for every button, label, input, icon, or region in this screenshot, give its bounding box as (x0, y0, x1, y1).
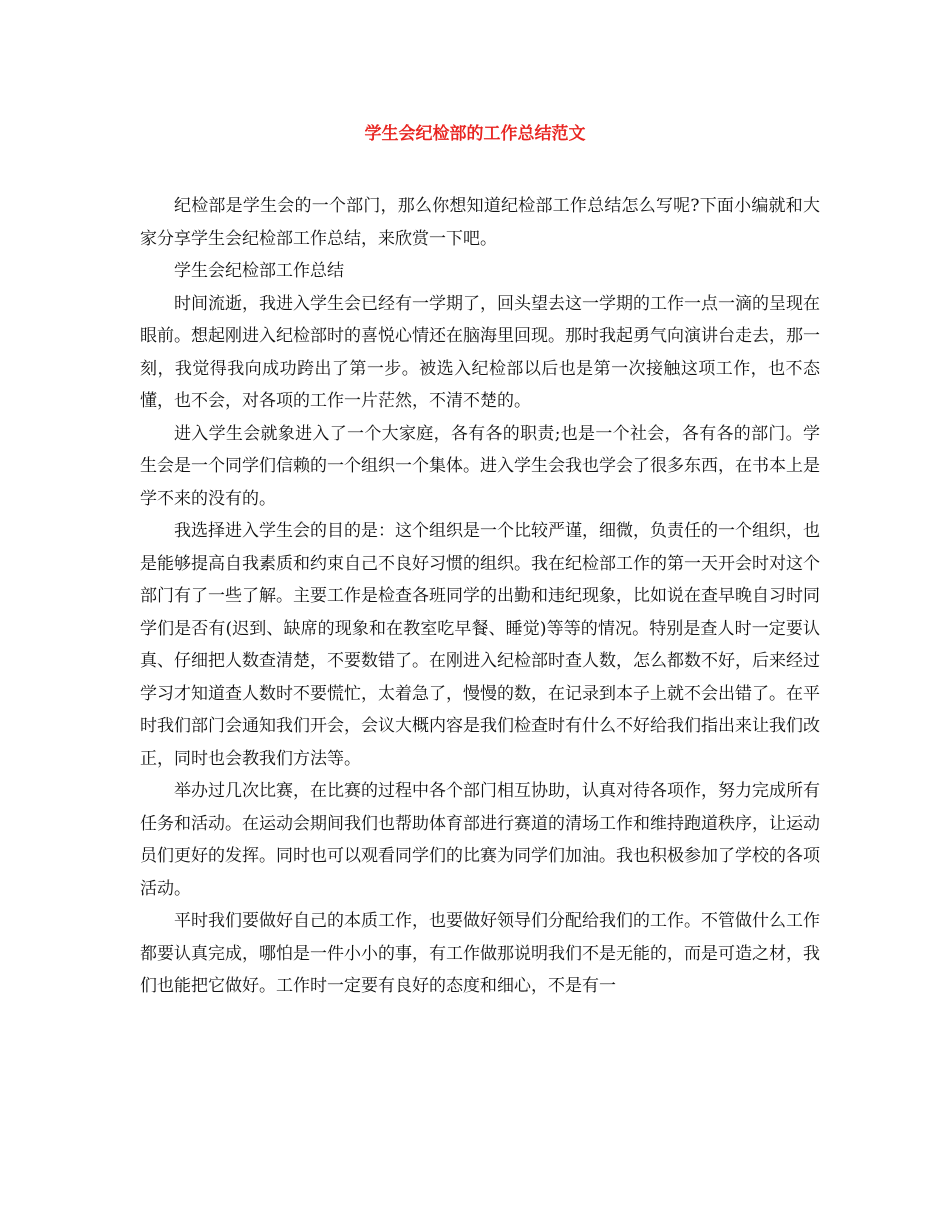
paragraph-family: 进入学生会就象进入了一个大家庭，各有各的职责;也是一个社会，各有各的部门。学生会是一个同学们信赖的一个组织一个集体。进入学生会我也学会了很多东西，在书本上是学不来的没有的。 (140, 423, 820, 509)
document-title: 学生会纪检部的工作总结范文 (364, 124, 586, 144)
paragraph-intro: 纪检部是学生会的一个部门，那么你想知道纪检部工作总结怎么写呢?下面小编就和大家分享学生会纪检部工作总结，来欣赏一下吧。 (140, 196, 820, 249)
paragraph-time-flow: 时间流逝，我进入学生会已经有一学期了，回头望去这一学期的工作一点一滴的呈现在眼前。想起刚进入纪检部时的喜悦心情还在脑海里回现。那时我起勇气向演讲台走去，那一刻，我觉得我向成功跨出了第一步。被选入纪检部以后也是第一次接触这项工作，也不态懂，也不会，对各项的工作一片茫然，不清不楚的。 (140, 293, 820, 411)
paragraph-subtitle: 学生会纪检部工作总结 (174, 261, 344, 281)
document-body (140, 190, 820, 1003)
paragraph-daily-work: 平时我们要做好自己的本质工作，也要做好领导们分配给我们的工作。不管做什么工作都要认真完成，哪怕是一件小小的事，有工作做那说明我们不是无能的，而是可造之材，我们也能把它做好。工作时一定要有良好的态度和细心，不是有一 (140, 911, 820, 996)
paragraph-purpose: 我选择进入学生会的目的是：这个组织是一个比较严谨，细微，负责任的一个组织，也是能够提高自我素质和约束自己不良好习惯的组织。我在纪检部工作的第一天开会时对这个部门有了一些了解。主要工作是检查各班同学的出勤和违纪现象，比如说在查早晚自习时同学们是否有(迟到、缺席的现象和在教室吃早餐、睡觉)等等的情况。特别是查人时一定要认真、仔细把人数查清楚，不要数错了。在刚进入纪检部时查人数，怎么都数不好，后来经过学习才知道查人数时不要慌忙，太着急了，慢慢的数，在记录到本子上就不会出错了。在平时我们部门会通知我们开会，会议大概内容是我们检查时有什么不好给我们指出来让我们改正，同时也会教我们方法等。 (140, 521, 820, 769)
paragraph-competitions: 举办过几次比赛，在比赛的过程中各个部门相互协助，认真对待各项作，努力完成所有任务和活动。在运动会期间我们也帮助体育部进行赛道的清场工作和维持跑道秩序，让运动员们更好的发挥。同时也可以观看同学们的比赛为同学们加油。我也积极参加了学校的各项活动。 (140, 781, 820, 899)
